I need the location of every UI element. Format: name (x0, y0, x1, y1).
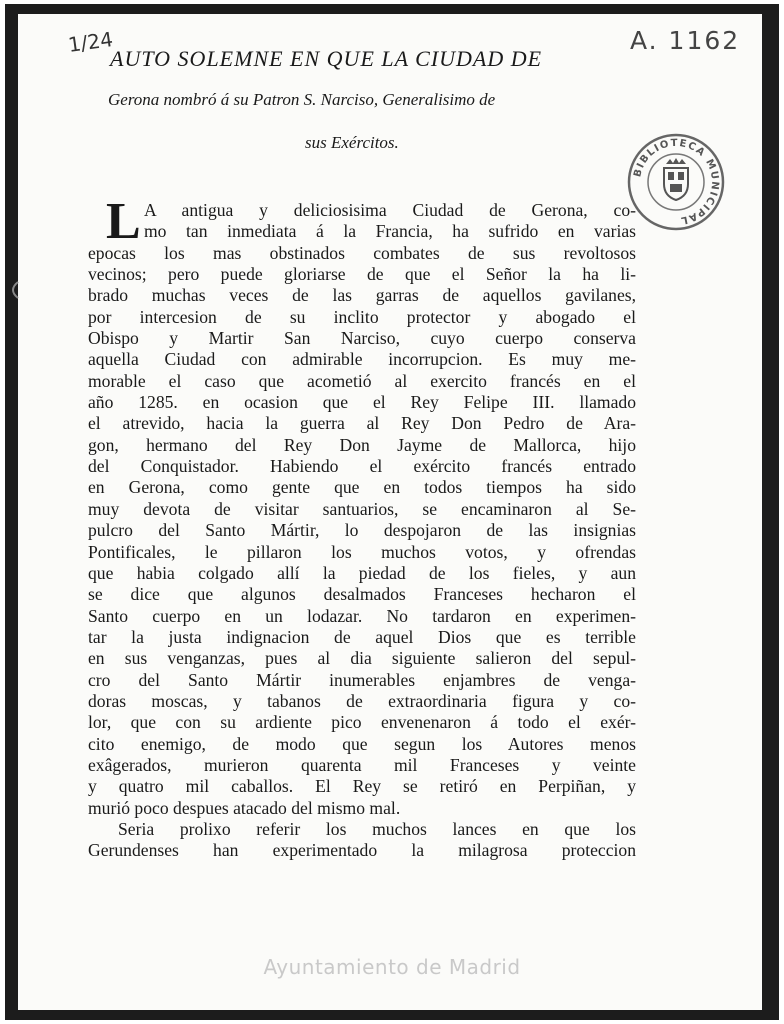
catalog-number-annotation: A. 1162 (630, 26, 741, 55)
body-line: doras moscas, y tabanos de extraordinaria figura y co- (88, 690, 636, 711)
body-line: epocas los mas obstinados combates de sus revoltosos (88, 242, 636, 263)
body-line: y quatro mil caballos. El Rey se retiró en Perpiñan, y (88, 776, 636, 797)
body-line: brado muchas veces de las garras de aquellos gavilanes, (88, 285, 636, 306)
document-subtitle: Gerona nombró á su Patron S. Narciso, Generalisimo de (108, 90, 496, 109)
body-line: año 1285. en ocasion que el Rey Felipe III. llamado (88, 392, 636, 413)
body-line: tar la justa indignacion de aquel Dios que es terrible (88, 626, 636, 647)
document-title: AUTO SOLEMNE EN QUE LA CIUDAD DE (110, 46, 543, 71)
body-line: en sus venganzas, pues al dia siguiente salieron del sepul- (88, 648, 636, 669)
library-stamp (626, 132, 726, 232)
body-line: del Conquistador. Habiendo el exército francés entrado (88, 456, 636, 477)
body-line: gon, hermano del Rey Don Jayme de Mallorca, hijo (88, 434, 636, 455)
body-line: Obispo y Martir San Narciso, cuyo cuerpo conserva (88, 328, 636, 349)
body-line: A antigua y deliciosisima Ciudad de Gerona, co- (144, 200, 636, 220)
body-line: muy devota de visitar santuarios, se encaminaron al Se- (88, 498, 636, 519)
body-line: en Gerona, como gente que en todos tiempos ha sido (88, 477, 636, 498)
body-line: por intercesion de su inclito protector y abogado el (88, 306, 636, 327)
body-line: se dice que algunos desalmados Franceses hecharon el (88, 584, 636, 605)
body-line: el atrevido, hacia la guerra al Rey Don Pedro de Ara- (88, 413, 636, 434)
document-subtitle-end: sus Exércitos. (305, 133, 399, 152)
page-edge-mark (0, 280, 24, 300)
body-line: cito enemigo, de modo que segun los Autores menos (88, 733, 636, 754)
body-line: Pontificales, le pillaron los muchos votos, y ofrendas (88, 541, 636, 562)
folio-annotation: 1/24 (66, 26, 115, 58)
document-body (88, 193, 636, 862)
body-line: vecinos; pero puede gloriarse de que el Señor la ha li- (88, 264, 636, 285)
watermark: Ayuntamiento de Madrid (263, 955, 521, 979)
body-line: mo tan inmediata á la Francia, ha sufrido en varias (144, 221, 636, 242)
svg-text:BIBLIOTECA MUNICIPAL (632, 138, 720, 226)
body-line: exâgerados, murieron quarenta mil Franceses y veinte (88, 754, 636, 775)
drop-cap: L (106, 193, 141, 250)
body-line: pulcro del Santo Mártir, lo despojaron de las insignias (88, 520, 636, 541)
body-line: Gerundenses han experimentado la milagrosa proteccion (88, 840, 636, 861)
body-line: murió poco despues atacado del mismo mal. (88, 797, 401, 818)
body-line: morable el caso que acometió al exercito francés en el (88, 370, 636, 391)
body-line: Santo cuerpo en un lodazar. No tardaron en experimen- (88, 605, 636, 626)
body-line: que habia colgado allí la piedad de los fieles, y aun (88, 562, 636, 583)
body-line: lor, que con su ardiente pico envenenaron á todo el exér- (88, 712, 636, 733)
body-line: Seria prolixo referir los muchos lances en que los (118, 818, 636, 839)
stamp-text: BIBLIOTECA MUNICIPAL (632, 137, 721, 226)
body-line: cro del Santo Mártir inumerables enjambres de venga- (88, 669, 636, 690)
coat-of-arms-icon (664, 158, 688, 200)
body-line: aquella Ciudad con admirable incorrupcion. Es muy me- (88, 349, 636, 370)
